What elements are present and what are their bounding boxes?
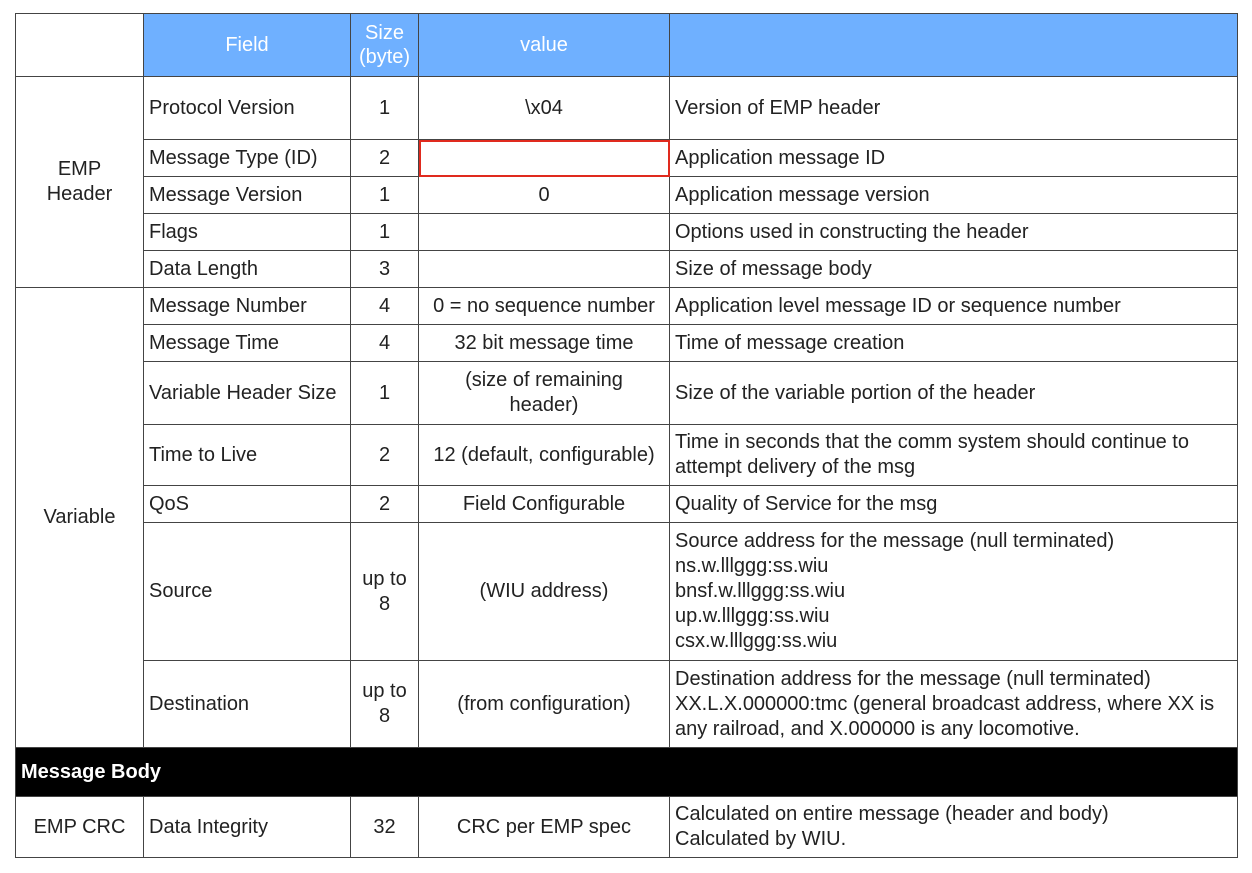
description-line: Calculated on entire message (header and body) bbox=[675, 803, 1109, 825]
description-line: up.w.lllggg:ss.wiu bbox=[675, 605, 830, 627]
table-row bbox=[16, 77, 1238, 140]
header-group-cell bbox=[16, 14, 144, 77]
value-cell: 32 bit message time bbox=[419, 325, 670, 362]
description-cell: Application message version bbox=[670, 177, 1238, 214]
header-row bbox=[16, 14, 1238, 77]
description-cell bbox=[670, 797, 1238, 858]
size-cell: 2 bbox=[351, 486, 419, 523]
table-row bbox=[16, 214, 1238, 251]
size-cell: 1 bbox=[351, 77, 419, 140]
message-body-row bbox=[16, 748, 1238, 797]
description-cell: Application level message ID or sequence number bbox=[670, 288, 1238, 325]
description-cell: Version of EMP header bbox=[670, 77, 1238, 140]
field-cell: Destination bbox=[144, 661, 351, 748]
value-cell: CRC per EMP spec bbox=[419, 797, 670, 858]
description-line: Source address for the message (null terminated) bbox=[675, 530, 1115, 552]
description-line: ns.w.lllggg:ss.wiu bbox=[675, 555, 829, 577]
group-variable: Variable bbox=[16, 288, 144, 748]
size-cell: 32 bbox=[351, 797, 419, 858]
value-cell: \x04 bbox=[419, 77, 670, 140]
size-cell: 4 bbox=[351, 288, 419, 325]
table-row bbox=[16, 325, 1238, 362]
table-row bbox=[16, 425, 1238, 486]
size-cell: 4 bbox=[351, 325, 419, 362]
field-cell: Flags bbox=[144, 214, 351, 251]
field-cell: Protocol Version bbox=[144, 77, 351, 140]
field-cell: Source bbox=[144, 523, 351, 661]
table-row bbox=[16, 177, 1238, 214]
header-description bbox=[670, 14, 1238, 77]
size-cell: up to 8 bbox=[351, 523, 419, 661]
description-line: Calculated by WIU. bbox=[675, 828, 847, 850]
description-cell: Application message ID bbox=[670, 140, 1238, 177]
size-cell: 1 bbox=[351, 177, 419, 214]
description-cell: Options used in constructing the header bbox=[670, 214, 1238, 251]
value-cell: Field Configurable bbox=[419, 486, 670, 523]
size-cell: 3 bbox=[351, 251, 419, 288]
value-cell: (WIU address) bbox=[419, 523, 670, 661]
size-cell: up to 8 bbox=[351, 661, 419, 748]
table-row bbox=[16, 797, 1238, 858]
description-cell: Time of message creation bbox=[670, 325, 1238, 362]
field-cell: Message Number bbox=[144, 288, 351, 325]
size-cell: 2 bbox=[351, 425, 419, 486]
size-cell: 1 bbox=[351, 362, 419, 425]
field-cell: Message Time bbox=[144, 325, 351, 362]
size-cell: 2 bbox=[351, 140, 419, 177]
field-cell: Variable Header Size bbox=[144, 362, 351, 425]
value-cell: 0 = no sequence number bbox=[419, 288, 670, 325]
table-row bbox=[16, 140, 1238, 177]
field-cell: Time to Live bbox=[144, 425, 351, 486]
description-cell: Time in seconds that the comm system should continue to attempt delivery of the msg bbox=[670, 425, 1238, 486]
message-body-label: Message Body bbox=[16, 748, 1238, 797]
header-field: Field bbox=[144, 14, 351, 77]
value-cell-highlighted bbox=[419, 140, 670, 177]
table-row bbox=[16, 486, 1238, 523]
table-row bbox=[16, 523, 1238, 661]
value-cell: 0 bbox=[419, 177, 670, 214]
emp-message-table bbox=[15, 13, 1238, 858]
value-cell bbox=[419, 214, 670, 251]
description-cell bbox=[670, 661, 1238, 748]
field-cell: Message Version bbox=[144, 177, 351, 214]
description-line: bnsf.w.lllggg:ss.wiu bbox=[675, 580, 846, 602]
header-value: value bbox=[419, 14, 670, 77]
description-cell: Size of message body bbox=[670, 251, 1238, 288]
description-line: XX.L.X.000000:tmc (general broadcast address, where XX is any railroad, and X.000000 is any locomotive. bbox=[675, 692, 1215, 740]
description-cell: Size of the variable portion of the header bbox=[670, 362, 1238, 425]
value-cell: (size of remaining header) bbox=[419, 362, 670, 425]
group-emp-header: EMP Header bbox=[16, 77, 144, 288]
group-emp-crc: EMP CRC bbox=[16, 797, 144, 858]
table-row bbox=[16, 661, 1238, 748]
table-row bbox=[16, 288, 1238, 325]
field-cell: Data Integrity bbox=[144, 797, 351, 858]
description-line: Destination address for the message (null terminated) bbox=[675, 667, 1151, 690]
description-cell: Quality of Service for the msg bbox=[670, 486, 1238, 523]
value-cell bbox=[419, 251, 670, 288]
size-cell: 1 bbox=[351, 214, 419, 251]
table-row bbox=[16, 251, 1238, 288]
field-cell: QoS bbox=[144, 486, 351, 523]
table-row bbox=[16, 362, 1238, 425]
field-cell: Data Length bbox=[144, 251, 351, 288]
header-size: Size (byte) bbox=[351, 14, 419, 77]
description-line: csx.w.lllggg:ss.wiu bbox=[675, 630, 838, 652]
description-cell bbox=[670, 523, 1238, 661]
value-cell: (from configuration) bbox=[419, 661, 670, 748]
field-cell: Message Type (ID) bbox=[144, 140, 351, 177]
value-cell: 12 (default, configurable) bbox=[419, 425, 670, 486]
